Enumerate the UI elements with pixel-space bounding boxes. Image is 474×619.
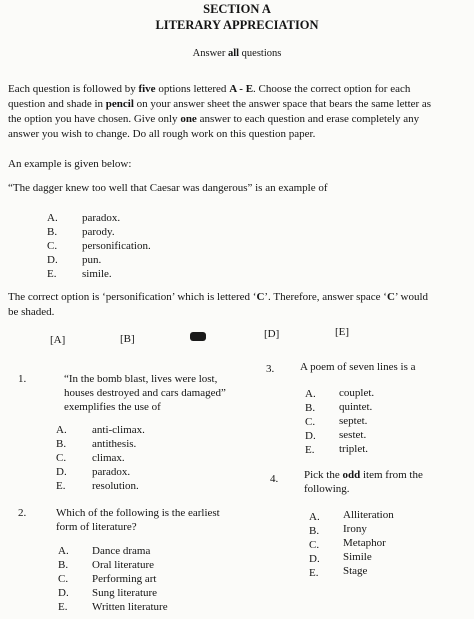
intro-text: the option you have chosen. Give only [8, 113, 181, 125]
example-option-text: personification. [82, 240, 151, 252]
option-text: triplet. [339, 443, 369, 455]
page-title: LITERARY APPRECIATION [155, 18, 319, 32]
option-letter: B. [58, 559, 69, 571]
option-letter: B. [56, 438, 67, 450]
example-intro: An example is given below: [8, 158, 132, 170]
answer-text: The correct option is ‘personification’ which is lettered ‘ [8, 291, 257, 303]
option-letter: B. [309, 525, 320, 537]
option-letter: C. [309, 539, 320, 551]
example-option-letter: D. [47, 254, 58, 266]
instruction-line [0, 48, 474, 59]
instruction-text: Answer [192, 48, 228, 59]
question-1-line: “In the bomb blast, lives were lost, [64, 373, 218, 385]
intro-line-3 [8, 112, 419, 127]
question-1-line: houses destroyed and cars damaged” [64, 387, 226, 399]
option-letter: E. [56, 480, 66, 492]
question-number: 3. [266, 363, 275, 375]
option-text: resolution. [92, 480, 139, 492]
intro-emphasis-one: one [180, 113, 197, 125]
option-text: Sung literature [92, 587, 158, 599]
example-option-text: paradox. [82, 212, 121, 224]
answer-space-d: [D] [264, 328, 280, 340]
option-text: couplet. [339, 387, 375, 399]
option-text: Irony [343, 523, 367, 535]
answer-space-e: [E] [335, 326, 350, 338]
intro-text: answer to each question and erase completely any [196, 113, 420, 125]
answer-letter: C [386, 291, 395, 303]
intro-text: on your answer sheet the answer space that bears the same letter as [133, 98, 432, 110]
option-text: Stage [343, 565, 368, 577]
question-number: 2. [18, 507, 27, 519]
intro-text: options lettered [155, 83, 230, 95]
example-option-text: pun. [82, 254, 102, 266]
option-letter: D. [309, 553, 320, 565]
option-letter: C. [56, 452, 67, 464]
example-option-letter: E. [47, 268, 57, 280]
example-answer-line-2: be shaded. [8, 306, 55, 318]
intro-line-2 [8, 97, 431, 112]
question-2-line: Which of the following is the earliest [56, 507, 220, 519]
intro-text: question and shade in [8, 98, 106, 110]
option-letter: B. [305, 402, 316, 414]
option-letter: E. [58, 601, 68, 613]
option-letter: E. [305, 444, 315, 456]
option-letter: D. [58, 587, 69, 599]
option-text: Dance drama [92, 545, 151, 557]
option-text: Performing art [92, 573, 157, 585]
question-4-text: Pick the [304, 469, 343, 481]
intro-emphasis-five: five [138, 83, 156, 95]
example-option-text: parody. [82, 226, 115, 238]
intro-emphasis-pencil: pencil [105, 98, 134, 110]
option-text: Metaphor [343, 537, 386, 549]
option-text: antithesis. [92, 438, 137, 450]
intro-text: Each question is followed by [8, 83, 139, 95]
answer-text: ’ would [394, 291, 429, 303]
instruction-emphasis: all [227, 48, 240, 59]
answer-space-b: [B] [120, 333, 135, 345]
answer-space-a: [A] [50, 334, 66, 346]
question-4-emphasis: odd [342, 469, 361, 481]
section-heading: SECTION A [203, 2, 271, 16]
option-letter: D. [305, 430, 316, 442]
option-text: sestet. [339, 429, 367, 441]
shaded-mark-icon [190, 332, 206, 341]
example-option-text: simile. [82, 268, 112, 280]
option-letter: A. [56, 424, 67, 436]
option-letter: A. [309, 511, 320, 523]
option-letter: C. [58, 573, 69, 585]
option-text: paradox. [92, 466, 131, 478]
question-number: 4. [270, 473, 279, 485]
option-text: Simile [343, 551, 372, 563]
option-letter: A. [305, 388, 316, 400]
option-letter: D. [56, 466, 67, 478]
option-text: Alliteration [343, 509, 394, 521]
intro-text: . Choose the correct option for each [253, 83, 411, 95]
question-3-line: A poem of seven lines is a [300, 361, 416, 373]
intro-line-1 [8, 82, 410, 97]
option-text: climax. [92, 452, 125, 464]
option-text: anti-climax. [92, 424, 145, 436]
example-answer-line-1 [8, 290, 428, 305]
intro-line-4: answer you wish to change. Do all rough work on this question paper. [8, 128, 316, 140]
question-4-text: item from the [360, 469, 423, 481]
option-letter: E. [309, 567, 319, 579]
instruction-text-end: questions [239, 48, 282, 59]
example-option-letter: A. [47, 212, 58, 224]
answer-space-c-shaded [190, 330, 206, 342]
answer-letter: C [256, 291, 265, 303]
intro-emphasis-range: A - E [229, 83, 254, 95]
option-letter: C. [305, 416, 316, 428]
example-option-letter: B. [47, 226, 58, 238]
option-letter: A. [58, 545, 69, 557]
option-text: Oral literature [92, 559, 154, 571]
example-question: “The dagger knew too well that Caesar was dangerous” is an example of [8, 182, 328, 194]
answer-text: ’. Therefore, answer space ‘ [264, 291, 387, 303]
question-2-line: form of literature? [56, 521, 137, 533]
question-4-line [304, 468, 423, 482]
question-number: 1. [18, 373, 27, 385]
option-text: septet. [339, 415, 368, 427]
question-4-line: following. [304, 483, 350, 495]
example-option-letter: C. [47, 240, 58, 252]
question-1-line: exemplifies the use of [64, 401, 161, 413]
option-text: Written literature [92, 601, 168, 613]
option-text: quintet. [339, 401, 373, 413]
